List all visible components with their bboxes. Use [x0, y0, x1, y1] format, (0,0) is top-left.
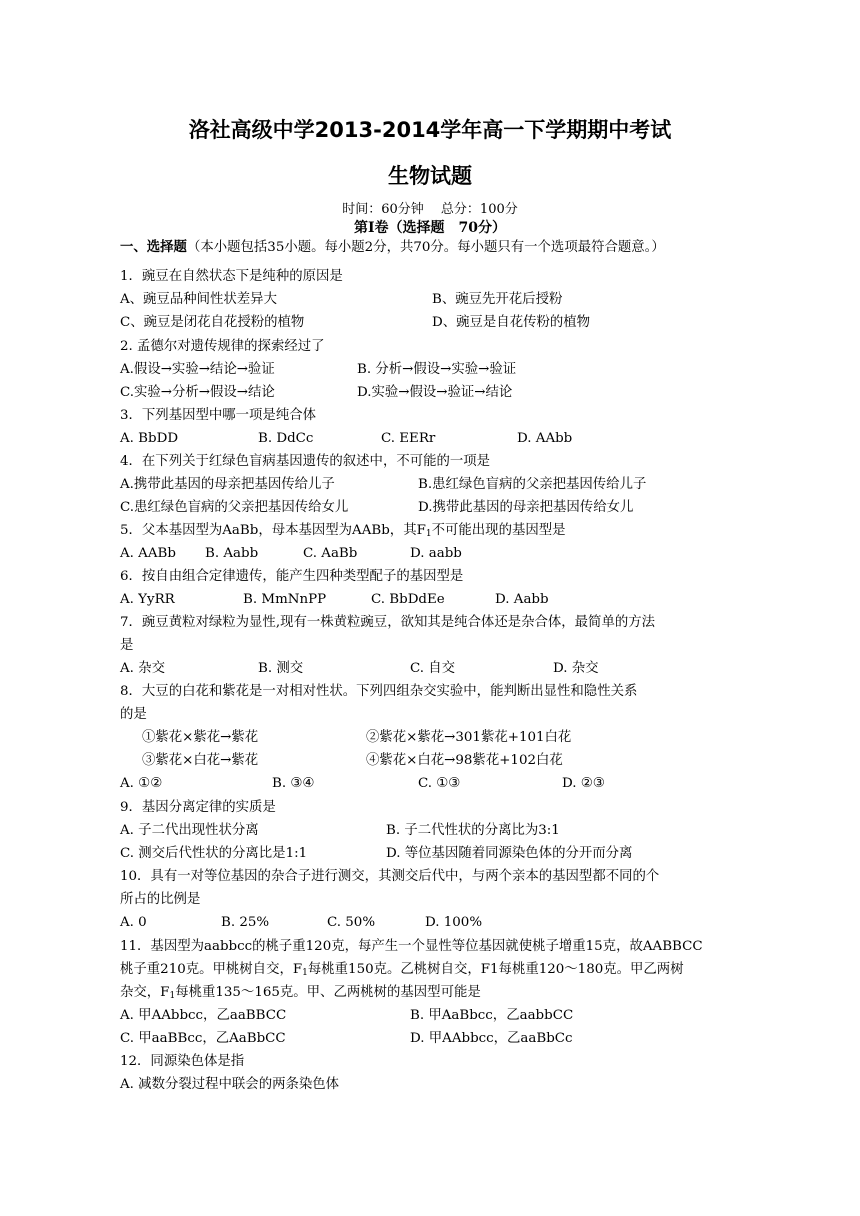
exam-title: 洛社高级中学2013-2014学年高一下学期期中考试 — [188, 118, 672, 142]
q9-option-b: B. 子二代性状的分离比为3:1 — [386, 823, 560, 838]
q3-option-b: B. DdCc — [258, 431, 314, 446]
q7-option-d: D. 杂交 — [553, 661, 599, 676]
q5-option-b: B. Aabb — [205, 546, 259, 561]
q10-stem-cont: 所占的比例是 — [120, 892, 201, 907]
q8-item-4: ④紫花×白花→98紫花+102白花 — [366, 753, 563, 768]
q11-stem: 11．基因型为aabbcc的桃子重120克，每产生一个显性等位基因就使桃子增重15克，故AABBCC — [120, 939, 703, 954]
q11-stem-line2-subscript: 1 — [302, 968, 308, 978]
exam-subtitle: 生物试题 — [388, 164, 472, 188]
q2-option-d: D.实验→假设→验证→结论 — [357, 385, 513, 400]
q12-option-a: A. 减数分裂过程中联会的两条染色体 — [120, 1077, 340, 1092]
q5-stem-subscript: 1 — [425, 529, 432, 539]
q7-option-c: C. 自交 — [410, 661, 456, 676]
q8-option-b: B. ③④ — [272, 776, 315, 791]
q11-stem-line2-text: 桃子重210克。甲桃树自交，F — [120, 962, 303, 977]
q2-option-c: C.实验→分析→假设→结论 — [120, 385, 275, 400]
q2-stem: 2. 孟德尔对遗传规律的探索经过了 — [120, 339, 325, 354]
q1-stem: 1．豌豆在自然状态下是纯种的原因是 — [120, 269, 343, 284]
q5-option-c: C. AaBb — [303, 546, 358, 561]
section-instructions: （本小题包括35小题。每小题2分，共70分。每小题只有一个选项最符合题意。） — [186, 240, 665, 255]
q3-option-a: A. BbDD — [120, 431, 179, 446]
q6-stem: 6．按自由组合定律遗传，能产生四种类型配子的基因型是 — [120, 569, 464, 584]
q8-option-d: D. ②③ — [562, 776, 605, 791]
q11-stem-line3-rest: 每桃重135～165克。甲、乙两桃树的基因型可能是 — [175, 985, 481, 1000]
q8-stem: 8．大豆的白花和紫花是一对相对性状。下列四组杂交实验中，能判断出显性和隐性关系 — [120, 684, 638, 699]
q11-stem-line2 — [120, 961, 684, 982]
q8-item-3: ③紫花×白花→紫花 — [142, 753, 259, 768]
q1-option-d: D、豌豆是自花传粉的植物 — [432, 315, 591, 330]
q4-option-c: C.患红绿色盲病的父亲把基因传给女儿 — [120, 500, 349, 515]
q1-option-b: B、豌豆先开花后授粉 — [432, 292, 563, 307]
q2-option-b: B. 分析→假设→实验→验证 — [357, 362, 517, 377]
q5-option-d: D. aabb — [410, 546, 462, 561]
q8-item-2: ②紫花×紫花→301紫花+101白花 — [366, 730, 572, 745]
q12-stem: 12．同源染色体是指 — [120, 1054, 245, 1069]
q9-option-c: C. 测交后代性状的分离比是1:1 — [120, 846, 308, 861]
q11-option-d: D. 甲AAbbcc，乙aaBbCc — [410, 1031, 573, 1046]
q4-option-d: D.携带此基因的母亲把基因传给女儿 — [418, 500, 634, 515]
q9-option-a: A. 子二代出现性状分离 — [120, 823, 259, 838]
q9-stem: 9．基因分离定律的实质是 — [120, 800, 276, 815]
q11-stem-line2-rest: 每桃重150克。乙桃树自交，F1每桃重120～180克。甲乙两树 — [307, 962, 684, 977]
q11-stem-line3-subscript: 1 — [169, 991, 176, 1001]
section-label: 一、选择题 — [120, 239, 187, 255]
q7-stem-cont: 是 — [120, 638, 134, 653]
q10-option-b: B. 25% — [221, 915, 270, 930]
q8-option-c: C. ①③ — [418, 776, 461, 791]
q1-option-c: C、豌豆是闭花自花授粉的植物 — [120, 315, 305, 330]
section-heading — [120, 238, 665, 257]
q1-option-a: A、豌豆品种间性状差异大 — [120, 292, 277, 307]
q4-option-a: A.携带此基因的母亲把基因传给儿子 — [120, 477, 335, 492]
q6-option-d: D. Aabb — [495, 592, 549, 607]
q7-option-a: A. 杂交 — [120, 661, 165, 676]
q2-option-a: A.假设→实验→结论→验证 — [120, 362, 275, 377]
exam-meta: 时间：60分钟 总分：100分 — [342, 202, 518, 217]
q4-option-b: B.患红绿色盲病的父亲把基因传给儿子 — [418, 477, 647, 492]
q9-option-d: D. 等位基因随着同源染色体的分开而分离 — [386, 846, 633, 861]
q10-option-d: D. 100% — [425, 915, 483, 930]
q11-stem-line3 — [120, 984, 481, 1005]
q10-option-a: A. 0 — [120, 915, 147, 930]
q6-option-b: B. MmNnPP — [243, 592, 327, 607]
q3-option-d: D. AAbb — [517, 431, 573, 446]
q3-stem: 3．下列基因型中哪一项是纯合体 — [120, 408, 316, 423]
q8-stem-cont: 的是 — [120, 707, 147, 722]
q3-option-c: C. EERr — [381, 431, 436, 446]
q7-stem: 7．豌豆黄粒对绿粒为显性,现有一株黄粒豌豆，欲知其是纯合体还是杂合体，最简单的方法 — [120, 615, 656, 630]
q10-stem: 10．具有一对等位基因的杂合子进行测交，其测交后代中，与两个亲本的基因型都不同的个 — [120, 869, 660, 884]
q10-option-c: C. 50% — [327, 915, 376, 930]
q8-item-1: ①紫花×紫花→紫花 — [142, 730, 259, 745]
q5-option-a: A. AABb — [120, 546, 176, 561]
q4-stem: 4．在下列关于红绿色盲病基因遗传的叙述中，不可能的一项是 — [120, 454, 491, 469]
q11-option-b: B. 甲AaBbcc，乙aabbCC — [410, 1008, 574, 1023]
q5-stem-rest: 不可能出现的基因型是 — [431, 523, 566, 538]
q11-option-c: C. 甲aaBBcc，乙AaBbCC — [120, 1031, 286, 1046]
q6-option-a: A. YyRR — [120, 592, 175, 607]
q11-stem-line3-text: 杂交，F — [120, 985, 170, 1000]
part-heading: 第Ⅰ卷（选择题 70分） — [353, 220, 507, 236]
q6-option-c: C. BbDdEe — [371, 592, 445, 607]
q8-option-a: A. ①② — [120, 776, 163, 791]
q5-stem-text: 5．父本基因型为AaBb，母本基因型为AABb，其F — [120, 523, 426, 538]
q7-option-b: B. 测交 — [258, 661, 304, 676]
q11-option-a: A. 甲AAbbcc，乙aaBBCC — [120, 1008, 287, 1023]
q5-stem — [120, 522, 566, 543]
